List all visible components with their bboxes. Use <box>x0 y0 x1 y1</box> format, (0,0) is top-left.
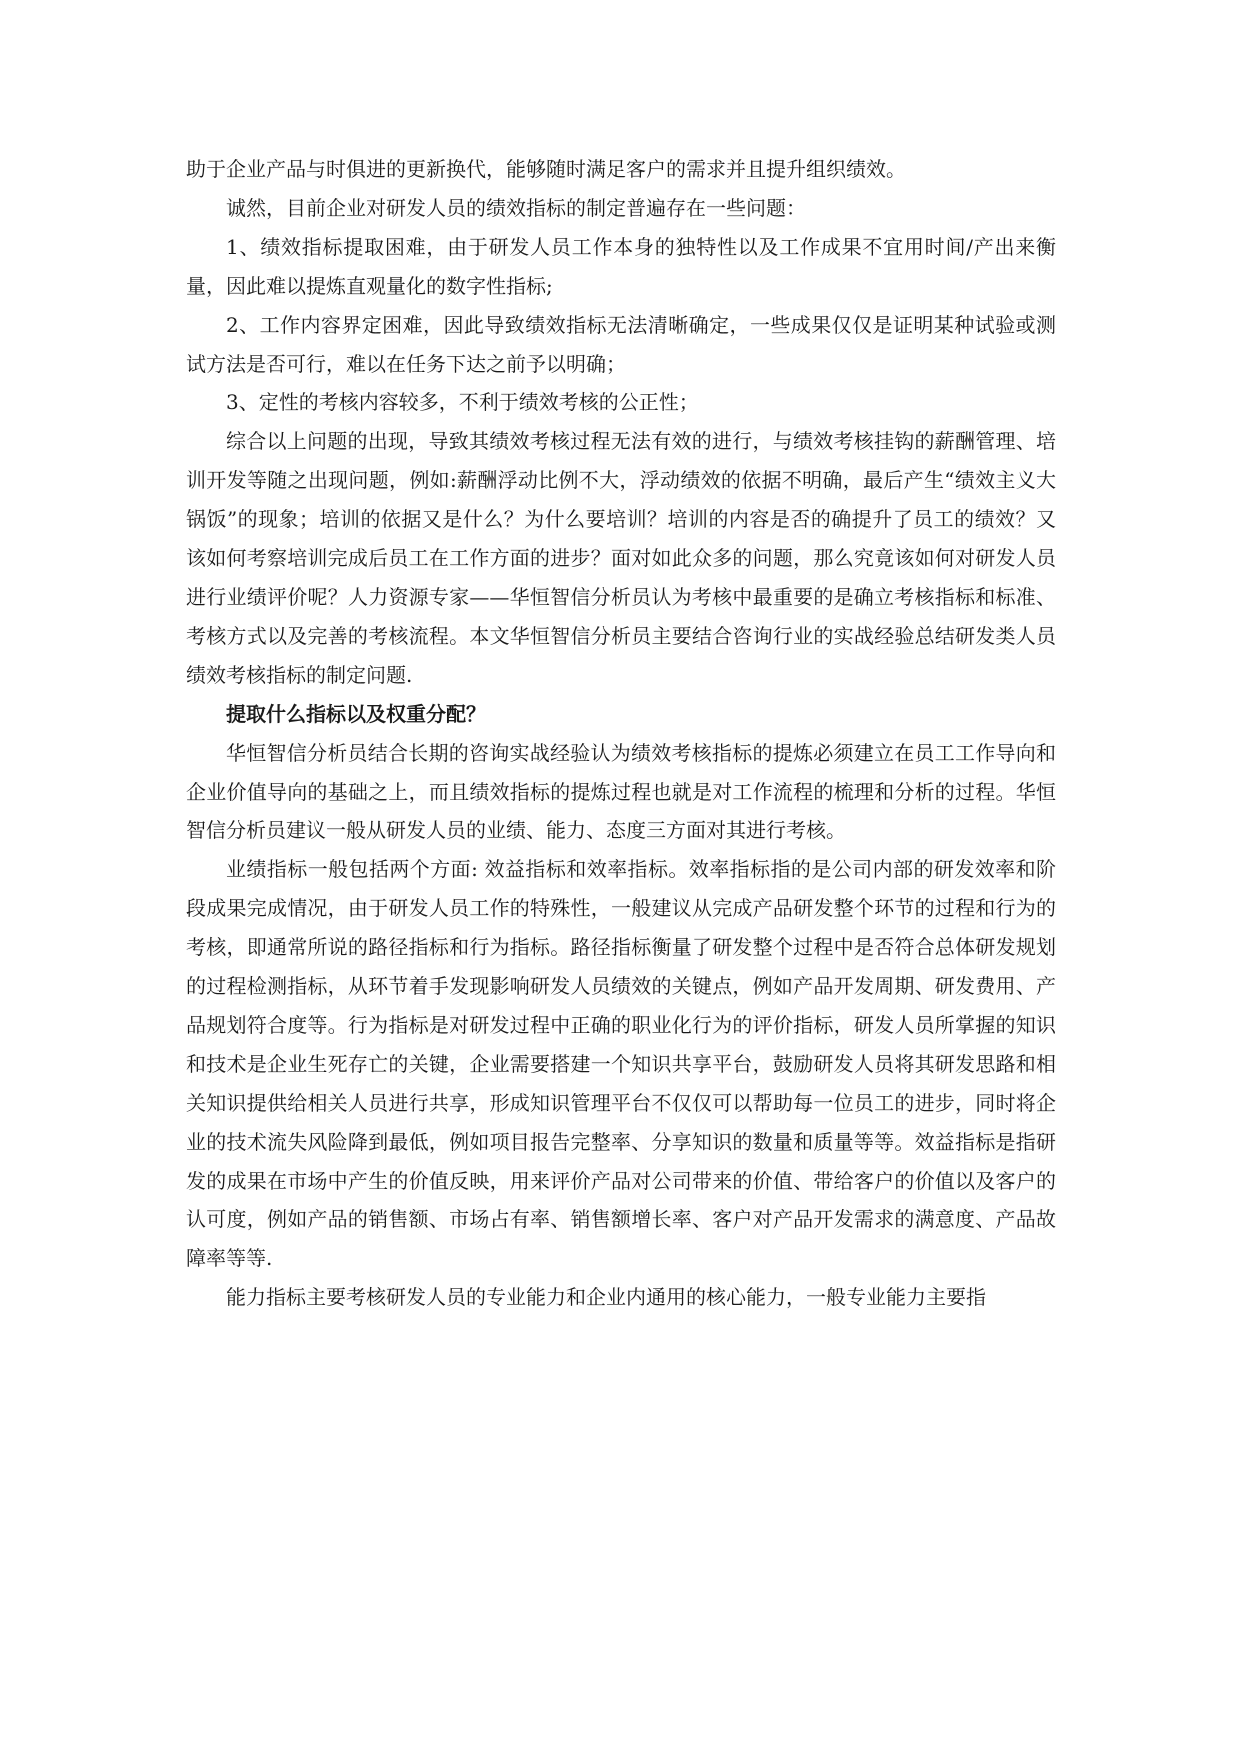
section-heading: 提取什么指标以及权重分配？ <box>226 701 486 726</box>
paragraph-summary: 综合以上问题的出现，导致其绩效考核过程无法有效的进行，与绩效考核挂钩的薪酬管理、培训开发等随之出现问题，例如:薪酬浮动比例不大，浮动绩效的依据不明确，最后产生“绩效主义大锅饭”的现象；培训的依据又是什么？为什么要培训？培训的内容是否的确提升了员工的绩效？又该如何考察培训完成后员工在工作方面的进步？面对如此众多的问题，那么究竟该如何对研发人员进行业绩评价呢？人力资源专家——华恒智信分析员认为考核中最重要的是确立考核指标和标准、考核方式以及完善的考核流程。本文华恒智信分析员主要结合咨询行业的实战经验总结研发类人员绩效考核指标的制定问题. <box>186 429 1056 687</box>
paragraph-indicator-extraction: 华恒智信分析员结合长期的咨询实战经验认为绩效考核指标的提炼必须建立在员工工作导向和企业价值导向的基础之上，而且绩效指标的提炼过程也就是对工作流程的梳理和分析的过程。华恒智信分析员建议一般从研发人员的业绩、能力、态度三方面对其进行考核。 <box>186 740 1056 843</box>
paragraph-problem-3: 3、定性的考核内容较多，不利于绩效考核的公正性； <box>226 390 699 415</box>
paragraph-problem-2: 2、工作内容界定困难，因此导致绩效指标无法清晰确定，一些成果仅仅是证明某种试验或测试方法是否可行，难以在任务下达之前予以明确； <box>186 312 1056 376</box>
paragraph-continuation: 助于企业产品与时俱进的更新换代，能够随时满足客户的需求并且提升组织绩效。 <box>186 157 906 181</box>
paragraph-problem-1: 1、绩效指标提取困难，由于研发人员工作本身的独特性以及工作成果不宜用时间/产出来衡量，因此难以提炼直观量化的数字性指标; <box>186 234 1056 298</box>
paragraph-performance-indicators: 业绩指标一般包括两个方面: 效益指标和效率指标。效率指标指的是公司内部的研发效率和阶段成果完成情况，由于研发人员工作的特殊性，一般建议从完成产品研发整个环节的过程和行为的考核，即通常所说的路径指标和行为指标。路径指标衡量了研发整个过程中是否符合总体研发规划的过程检测指标，从环节着手发现影响研发人员绩效的关键点，例如产品开发周期、研发费用、产品规划符合度等。行为指标是对研发过程中正确的职业化行为的评价指标，研发人员所掌握的知识和技术是企业生死存亡的关键，企业需要搭建一个知识共享平台，鼓励研发人员将其研发思路和相关知识提供给相关人员进行共享，形成知识管理平台不仅仅可以帮助每一位员工的进步，同时将企业的技术流失风险降到最低，例如项目报告完整率、分享知识的数量和质量等等。效益指标是指研发的成果在市场中产生的价值反映，用来评价产品对公司带来的价值、带给客户的价值以及客户的认可度，例如产品的销售额、市场占有率、销售额增长率、客户对产品开发需求的满意度、产品故障率等等. <box>186 857 1056 1271</box>
paragraph-ability-indicators: 能力指标主要考核研发人员的专业能力和企业内通用的核心能力，一般专业能力主要指 <box>226 1285 986 1310</box>
paragraph-problems-intro: 诚然，目前企业对研发人员的绩效指标的制定普遍存在一些问题： <box>226 195 806 220</box>
document-body <box>186 150 1056 1317</box>
